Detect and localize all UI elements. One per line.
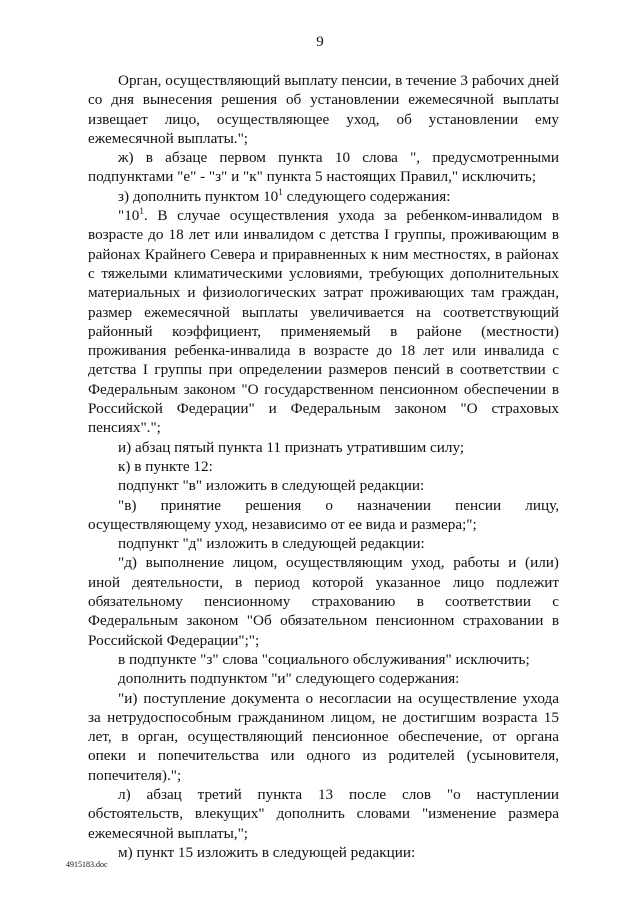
paragraph-15: м) пункт 15 изложить в следующей редакции: xyxy=(118,843,416,861)
paragraph-7: подпункт "в" изложить в следующей редакции: xyxy=(118,477,425,495)
paragraph-11: в подпункте "з" слова "социального обслуживания" исключить; xyxy=(118,650,530,668)
document-body xyxy=(88,71,559,862)
paragraph-14: л) абзац третий пункта 13 после слов "о наступлении обстоятельств, влекущих" дополнить словами "изменение размера ежемесячной выплаты,"; xyxy=(88,785,559,842)
paragraph-5: и) абзац пятый пункта 11 признать утратившим силу; xyxy=(118,438,465,456)
paragraph-8: "в) принятие решения о назначении пенсии лицу, осуществляющему уход, независимо от ее вида и размера;"; xyxy=(88,496,559,533)
paragraph-13: "и) поступление документа о несогласии на осуществление ухода за нетрудоспособным гражданином лицом, не достигшим возраста 15 лет, в орган, осуществляющий пенсионное обеспечение, от органа опеки и попечительства или одного из родителей (усыновителя, попечителя)."; xyxy=(88,689,559,784)
paragraph-4: "$10^1$. В случае осуществления ухода за ребенком-инвалидом в возрасте до 18 лет или инвалидом с детства I группы, проживающим в районах Крайнего Севера и приравненных к ним местностях, в районах с тяжелыми климатическими условиями, требующих дополнительных материальных и физиологических затрат проживающих там граждан, размер ежемесячной выплаты увеличивается на соответствующий районный коэффициент, применяемый в районе (местности) проживания ребенка-инвалида в возрасте до 18 лет или инвалида с детства I группы при определении размеров пенсий в соответствии с Федеральным законом "О государственном пенсионном обеспечении в Российской Федерации" и Федеральным законом "О страховых пенсиях"."; xyxy=(88,206,559,437)
paragraph-1: Орган, осуществляющий выплату пенсии, в течение 3 рабочих дней со дня вынесения решения об установлении ежемесячной выплаты извещает лицо, осуществляющее уход, об установлении ему ежемесячной выплаты."; xyxy=(88,72,559,147)
paragraph-2: ж) в абзаце первом пункта 10 слова ", предусмотренными подпунктами "е" - "з" и "к" пункта 5 настоящих Правил," исключить; xyxy=(88,149,559,186)
page-number: 9 xyxy=(316,34,324,50)
paragraph-9: подпункт "д" изложить в следующей редакции: xyxy=(118,535,425,553)
paragraph-10: "д) выполнение лицом, осуществляющим уход, работы и (или) иной деятельности, в период которой указанное лицо подлежит обязательному пенсионному страхованию в соответствии с Федеральным законом "Об обязательном пенсионном страховании в Российской Федерации";"; xyxy=(88,554,559,649)
paragraph-12: дополнить подпунктом "и" следующего содержания: xyxy=(118,670,460,688)
paragraph-6: к) в пункте 12: xyxy=(118,457,213,475)
paragraph-3: з) дополнить пунктом $10^1$ следующего содержания: xyxy=(118,186,451,205)
document-file-code: 4915183.doc xyxy=(66,860,108,869)
